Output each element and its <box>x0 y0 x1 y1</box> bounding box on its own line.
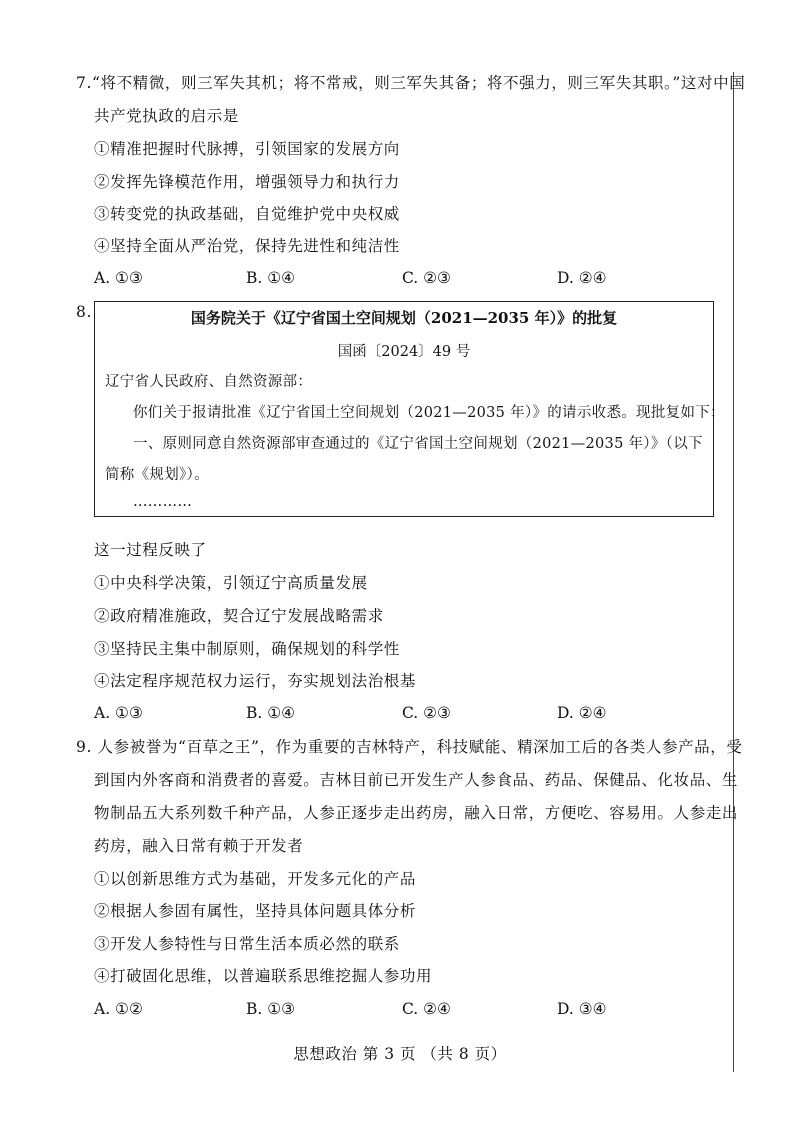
q9-item-3: ③开发人参特性与日常生活本质必然的联系 <box>94 935 400 953</box>
q9-stem-line-2: 到国内外客商和消费者的喜爱。吉林目前已开发生产人参食品、药品、保健品、化妆品、生 <box>94 771 739 789</box>
q8-item-4: ④法定程序规范权力运行，夯实规划法治根基 <box>94 672 417 690</box>
q7-option-a: A. ①③ <box>94 269 143 287</box>
q8-options <box>0 703 800 723</box>
q9-options <box>0 999 800 1019</box>
doc-body-1: 你们关于报请批准《辽宁省国土空间规划（2021—2035 年）》的请示收悉。现批复如下： <box>133 405 725 421</box>
q8-option-b: B. ①④ <box>246 704 296 722</box>
official-document-box <box>94 301 725 517</box>
doc-body-2-line-1: 一、原则同意自然资源部审查通过的《辽宁省国土空间规划（2021—2035 年）》（以下 <box>133 436 703 452</box>
doc-title: 国务院关于《辽宁省国土空间规划（2021—2035 年）》的批复 <box>190 309 618 327</box>
q7-option-d: D. ②④ <box>557 269 607 287</box>
doc-addressee: 辽宁省人民政府、自然资源部： <box>105 374 313 390</box>
q7-options <box>0 268 800 288</box>
q8-item-3: ③坚持民主集中制原则，确保规划的科学性 <box>94 640 400 658</box>
q8-option-c: C. ②③ <box>402 704 451 722</box>
q7-option-c: C. ②③ <box>402 269 451 287</box>
q9-item-2: ②根据人参固有属性，坚持具体问题具体分析 <box>94 902 417 920</box>
q9-stem-line-4: 药房，融入日常有赖于开发者 <box>94 837 304 855</box>
doc-reference-number: 国函〔2024〕49 号 <box>337 344 471 360</box>
q9-option-b: B. ①③ <box>246 1000 296 1018</box>
q9-item-4: ④打破固化思维，以普遍联系思维挖掘人参功用 <box>94 967 433 985</box>
q7-option-b: B. ①④ <box>246 269 296 287</box>
q8-item-2: ②政府精准施政，契合辽宁发展战略需求 <box>94 607 384 625</box>
page-footer: 思想政治 第 3 页 （共 8 页） <box>293 1045 507 1063</box>
q7-item-3: ③转变党的执政基础，自觉维护党中央权威 <box>94 205 400 223</box>
margin-rule <box>733 72 734 1072</box>
q7-item-1: ①精准把握时代脉搏，引领国家的发展方向 <box>94 140 400 158</box>
q9-stem-line-1: 9. 人参被誉为“百草之王”，作为重要的吉林特产，科技赋能、精深加工后的各类人参产品，受 <box>76 738 743 756</box>
q7-stem-line-2: 共产党执政的启示是 <box>94 107 239 125</box>
q8-number: 8. <box>76 303 92 321</box>
q8-item-1: ①中央科学决策，引领辽宁高质量发展 <box>94 574 368 592</box>
q9-item-1: ①以创新思维方式为基础，开发多元化的产品 <box>94 870 417 888</box>
doc-ellipsis: ………… <box>133 494 193 510</box>
q9-stem-line-3: 物制品五大系列数千种产品，人参正逐步走出药房，融入日常，方便吃、容易用。人参走出 <box>94 804 739 822</box>
doc-body-2-line-2: 简称《规划》）。 <box>105 467 209 483</box>
q7-item-2: ②发挥先锋模范作用，增强领导力和执行力 <box>94 173 400 191</box>
q8-stem: 这一过程反映了 <box>94 541 207 559</box>
q9-option-c: C. ②④ <box>402 1000 451 1018</box>
q9-option-d: D. ③④ <box>557 1000 607 1018</box>
q9-option-a: A. ①② <box>94 1000 143 1018</box>
q8-option-d: D. ②④ <box>557 704 607 722</box>
q7-item-4: ④坚持全面从严治党，保持先进性和纯洁性 <box>94 237 400 255</box>
q7-stem-line-1: 7.“将不精微，则三军失其机；将不常戒，则三军失其备；将不强力，则三军失其职。”这对中国 <box>76 74 746 92</box>
q8-option-a: A. ①③ <box>94 704 143 722</box>
